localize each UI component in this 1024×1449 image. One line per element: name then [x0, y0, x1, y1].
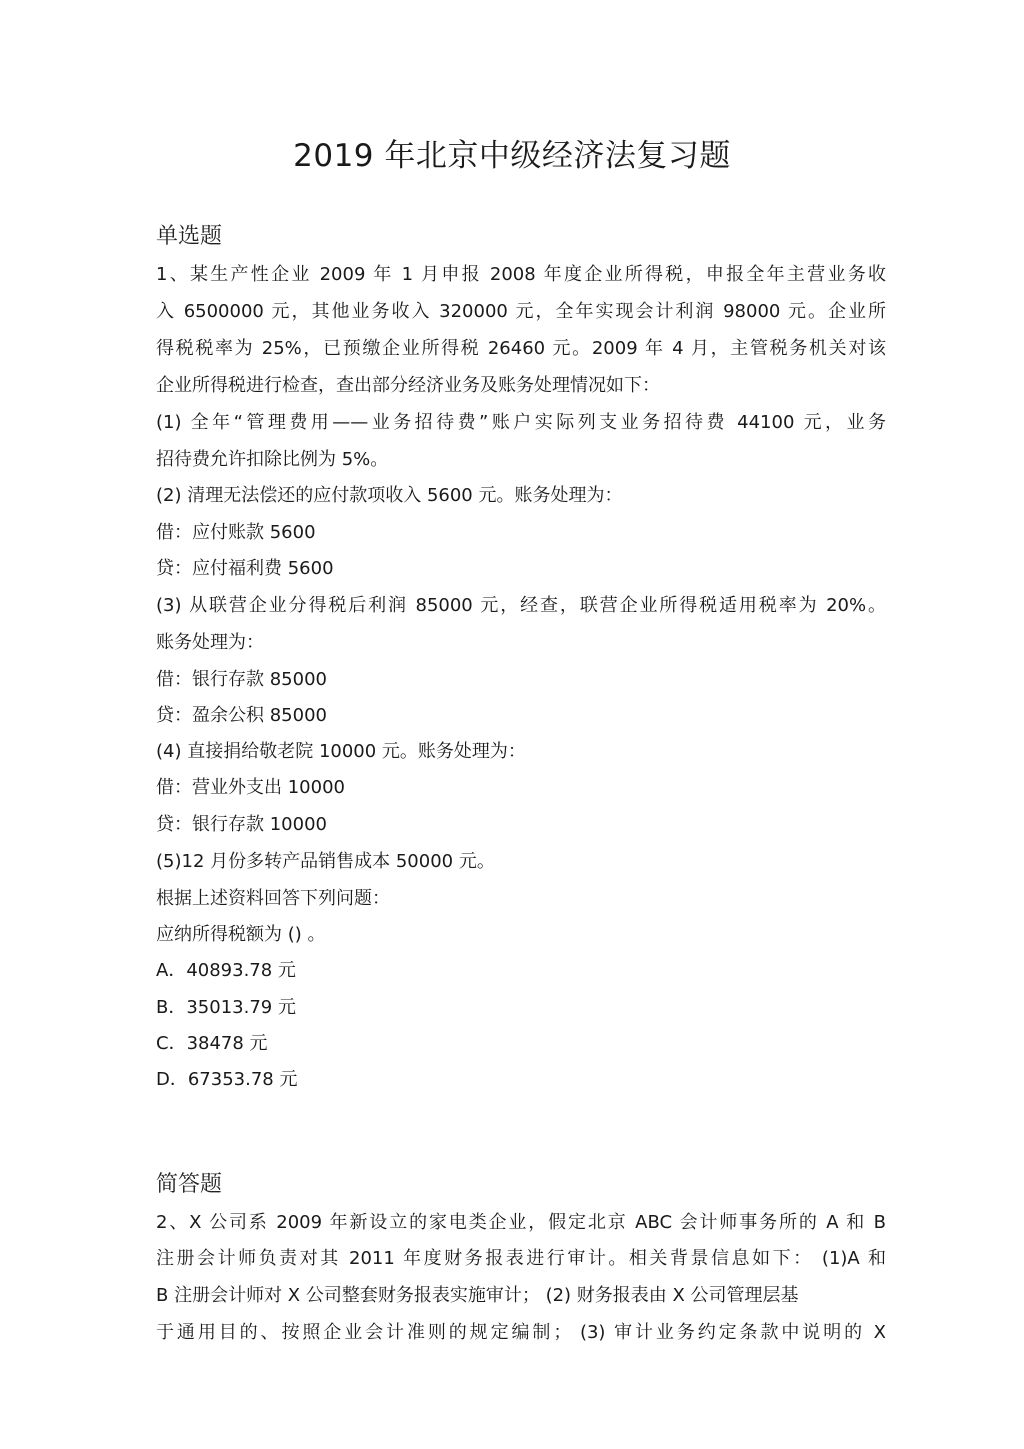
answer-option-c: C．38478 元 — [156, 1033, 268, 1054]
text-line: 贷：应付福利费 5600 — [156, 558, 334, 579]
text-line: (5)12 月份多转产品销售成本 50000 元。 — [156, 851, 495, 872]
text-line: 得税税率为 25%，已预缴企业所得税 26460 元。2009 年 4 月，主管税务机关对该 — [156, 338, 886, 359]
text-line: 2、X 公司系 2009 年新设立的家电类企业，假定北京 ABC 会计师事务所的 A 和 B — [156, 1212, 886, 1233]
text-line: 账务处理为： — [156, 632, 264, 653]
text-line: 贷：银行存款 10000 — [156, 814, 327, 835]
text-line: 入 6500000 元，其他业务收入 320000 元，全年实现会计利润 98000 元。企业所 — [156, 301, 886, 322]
document-title: 2019 年北京中级经济法复习题 — [293, 138, 731, 174]
text-line: (2) 清理无法偿还的应付款项收入 5600 元。账务处理为： — [156, 485, 623, 506]
question-prompt: 应纳所得税额为 () 。 — [156, 924, 326, 945]
text-line: 根据上述资料回答下列问题： — [156, 888, 390, 909]
text-line: (4) 直接捐给敬老院 10000 元。账务处理为： — [156, 741, 526, 762]
text-line: 借：银行存款 85000 — [156, 669, 327, 690]
text-line: (1) 全年“管理费用——业务招待费”账户实际列支业务招待费 44100 元，业务 — [156, 412, 886, 433]
text-line: B 注册会计师对 X 公司整套财务报表实施审计； (2) 财务报表由 X 公司管理层基 — [156, 1285, 799, 1306]
section-heading-single-choice: 单选题 — [156, 224, 223, 249]
text-line: 借：应付账款 5600 — [156, 522, 316, 543]
answer-option-d: D．67353.78 元 — [156, 1069, 298, 1090]
text-line: 1、某生产性企业 2009 年 1 月申报 2008 年度企业所得税，申报全年主营业务收 — [156, 264, 886, 285]
text-line: 注册会计师负责对其 2011 年度财务报表进行审计。相关背景信息如下： (1)A 和 — [156, 1248, 886, 1269]
answer-option-a: A．40893.78 元 — [156, 960, 296, 981]
text-line: 企业所得税进行检查，查出部分经济业务及账务处理情况如下： — [156, 375, 660, 396]
text-line: 借：营业外支出 10000 — [156, 777, 345, 798]
answer-option-b: B．35013.79 元 — [156, 997, 296, 1018]
text-line: 贷：盈余公积 85000 — [156, 705, 327, 726]
section-heading-short-answer: 简答题 — [156, 1172, 223, 1197]
text-line: 于通用目的、按照企业会计准则的规定编制； (3) 审计业务约定条款中说明的 X — [156, 1322, 886, 1343]
text-line: (3) 从联营企业分得税后利润 85000 元，经查，联营企业所得税适用税率为 20%。 — [156, 595, 886, 616]
text-line: 招待费允许扣除比例为 5%。 — [156, 449, 389, 470]
